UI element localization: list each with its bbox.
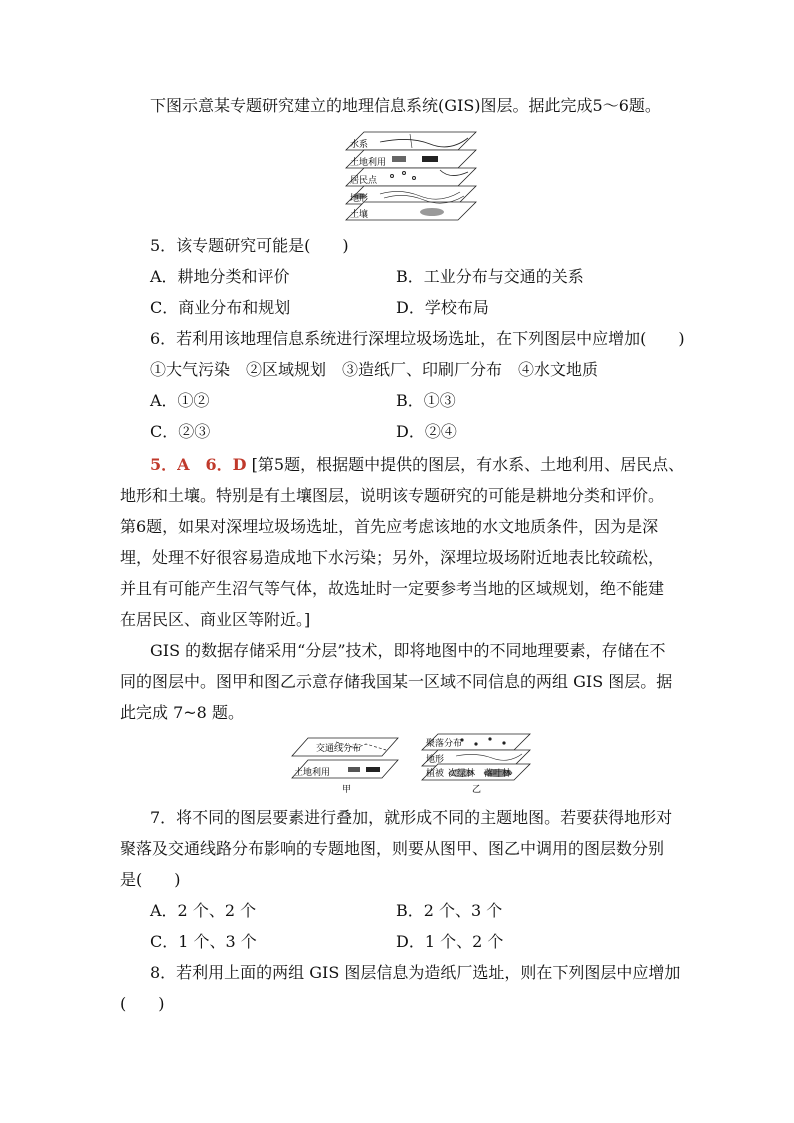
q7-option-c: C．1 个、3 个 xyxy=(150,932,257,951)
answer-line: 在居民区、商业区等附近。] xyxy=(120,610,311,629)
answer-line: 埋，处理不好很容易造成地下水污染；另外，深埋垃圾场附近地表比较疏松， xyxy=(120,548,665,567)
q6-option-a: A．①② xyxy=(150,391,210,410)
q5-option-c: C．商业分布和规划 xyxy=(150,298,291,317)
q7-line: 7．将不同的图层要素进行叠加，就形成不同的主题地图。若要获得地形对 xyxy=(150,808,673,827)
intro-7-8-line: 此完成 7~8 题。 xyxy=(120,703,244,722)
q5-option-b: B．工业分布与交通的关系 xyxy=(396,267,584,286)
q7-option-b: B．2 个、3 个 xyxy=(396,901,503,920)
answer-line: 第6题，如果对深埋垃圾场选址，首先应考虑该地的水文地质条件，因为是深 xyxy=(120,517,659,536)
answer-text: [第5题，根据题中提供的图层，有水系、土地利用、居民点、 xyxy=(251,455,685,474)
landuse-patch xyxy=(392,156,406,162)
layer-label: 土壤 xyxy=(350,210,369,220)
layer-label: 土地利用 xyxy=(294,768,331,778)
answer-line: 地形和土壤。特别是有土壤图层，说明该专题研究的可能是耕地分类和评价。 xyxy=(120,486,665,505)
gis-layers-svg xyxy=(340,128,480,224)
soil-patch xyxy=(420,208,444,216)
layer-label: 土地利用 xyxy=(350,158,387,168)
landuse-patch xyxy=(366,767,380,772)
q7-option-a: A．2 个、2 个 xyxy=(150,901,257,920)
layer-label: 交通线分布 xyxy=(316,744,362,754)
q7-line: 聚落及交通线路分布影响的专题地图，则要从图甲、图乙中调用的图层数分别 xyxy=(120,839,665,858)
layer-label: 聚落分布 xyxy=(426,739,463,749)
intro-5-6: 下图示意某专题研究建立的地理信息系统(GIS)图层。据此完成5～6题。 xyxy=(150,96,661,115)
gis-groups-figure xyxy=(286,730,536,796)
settlement-dot xyxy=(502,741,505,744)
vegetation-label: 次绿林 xyxy=(448,769,476,779)
q6-stem: 6．若利用该地理信息系统进行深埋垃圾场选址，在下列图层中应增加( ) xyxy=(150,329,685,348)
layer-label: 居民点 xyxy=(350,176,378,186)
landuse-patch xyxy=(348,767,360,772)
layer-label: 植被 xyxy=(426,769,445,779)
figure-caption: 乙 xyxy=(472,785,482,795)
q5-stem: 5．该专题研究可能是( ) xyxy=(150,236,349,255)
settlement-dot xyxy=(488,737,491,740)
q6-option-c: C．②③ xyxy=(150,422,211,441)
q7-option-d: D．1 个、2 个 xyxy=(396,932,504,951)
q5-option-d: D．学校布局 xyxy=(396,298,489,317)
gis-layers-figure xyxy=(340,128,480,224)
landuse-patch xyxy=(422,156,438,162)
answer-key: 5．A 6．D xyxy=(150,455,247,474)
q8-line: ( ) xyxy=(120,994,165,1013)
gis-groups-svg xyxy=(286,730,536,796)
intro-7-8-line: GIS 的数据存储采用“分层”技术，即将地图中的不同地理要素，存储在不 xyxy=(150,641,666,660)
layer-label: 地形 xyxy=(350,194,369,204)
figure-caption: 甲 xyxy=(342,785,352,795)
q6-option-b: B．①③ xyxy=(396,391,456,410)
q5-option-a: A．耕地分类和评价 xyxy=(150,267,290,286)
layer-label: 地形 xyxy=(426,755,445,765)
q7-line: 是( ) xyxy=(120,870,181,889)
answer-5-6 xyxy=(150,455,684,475)
layer-label: 水系 xyxy=(350,140,369,150)
intro-7-8-line: 同的图层中。图甲和图乙示意存储我国某一区域不同信息的两组 GIS 图层。据 xyxy=(120,672,673,691)
q8-line: 8．若利用上面的两组 GIS 图层信息为造纸厂选址，则在下列图层中应增加 xyxy=(150,963,681,982)
answer-line: 并且有可能产生沼气等气体，故选址时一定要参考当地的区域规划，绝不能建 xyxy=(120,579,665,598)
vegetation-label: 落叶林 xyxy=(484,769,512,779)
q6-option-d: D．②④ xyxy=(396,422,457,441)
settlement-dot xyxy=(474,742,477,745)
q6-items: ①大气污染 ②区域规划 ③造纸厂、印刷厂分布 ④水文地质 xyxy=(150,360,599,379)
